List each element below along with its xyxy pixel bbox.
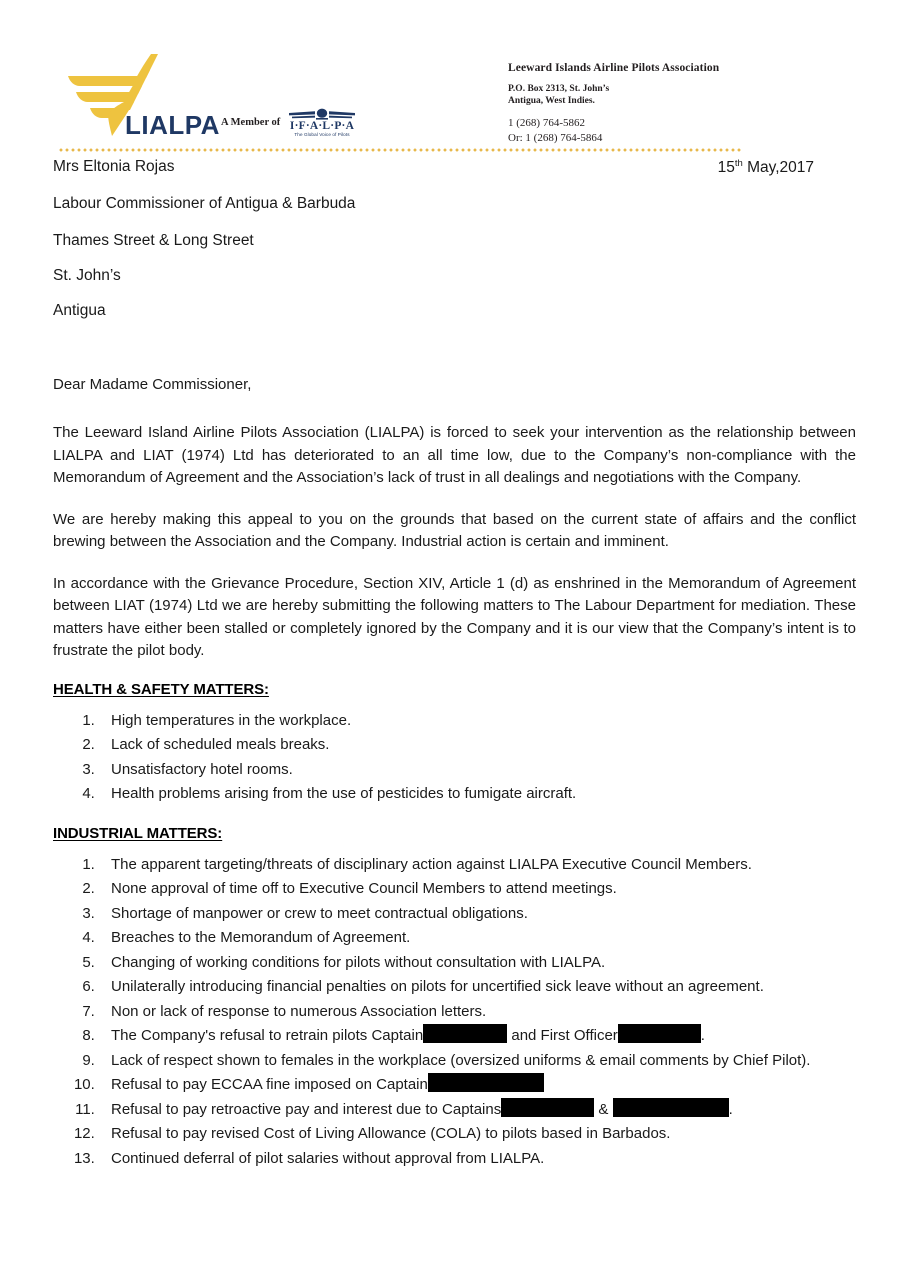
date-month-year: May,2017 <box>742 159 814 177</box>
list-item: 4. Breaches to the Memorandum of Agreement. <box>99 926 856 951</box>
letterhead <box>0 0 921 150</box>
list-item: 9. Lack of respect shown to females in the workplace (oversized uniforms & email comments by Chief Pilot). <box>99 1049 856 1074</box>
item-11-text-before: Refusal to pay retroactive pay and interest due to Captains <box>111 1100 502 1118</box>
redaction-bar-captain-name-two <box>613 1098 729 1117</box>
phone-secondary: Or: 1 (268) 764-5864 <box>508 132 603 144</box>
lialpa-wordmark: LIALPA <box>125 110 220 140</box>
list-item: 1. The apparent targeting/threats of disciplinary action against LIALPA Executive Council Members. <box>99 853 856 878</box>
item-11-text-middle: & <box>594 1100 613 1118</box>
ifalpa-logo <box>288 108 356 138</box>
industrial-matters-heading: INDUSTRIAL MATTERS: <box>53 824 223 842</box>
redaction-bar-captain-name <box>423 1024 507 1043</box>
salutation: Dear Madame Commissioner, <box>53 376 252 393</box>
health-safety-list <box>53 709 856 807</box>
recipient-name: Mrs Eltonia Rojas <box>53 158 175 175</box>
list-item: 2. Lack of scheduled meals breaks. <box>99 733 856 758</box>
list-item-redacted <box>99 1073 856 1098</box>
list-item: 4. Health problems arising from the use of pesticides to fumigate aircraft. <box>99 782 856 807</box>
redaction-bar-first-officer-name <box>618 1024 701 1043</box>
member-of-label: A Member of <box>221 117 281 128</box>
list-item: 3. Shortage of manpower or crew to meet contractual obligations. <box>99 902 856 927</box>
list-item: 13. Continued deferral of pilot salaries without approval from LIALPA. <box>99 1147 856 1172</box>
organization-name: Leeward Islands Airline Pilots Association <box>508 62 720 74</box>
list-item: 2. None approval of time off to Executive Council Members to attend meetings. <box>99 877 856 902</box>
body-paragraph: The Leeward Island Airline Pilots Association (LIALPA) is forced to seek your intervention as the relationship between LIALPA and LIAT (1974) Ltd has deteriorated to an all time low, due to the Company’s non-compliance with the Memorandum of Agreement and the Association’s lack of trust in all dealings and negotiations with the Company. <box>53 424 856 486</box>
body-paragraph: We are hereby making this appeal to you on the grounds that based on the current state of affairs and the conflict brewing between the Association and the Company. Industrial action is certain and imminent. <box>53 510 856 550</box>
date-ordinal-suffix: th <box>734 158 743 169</box>
letter-body <box>53 376 856 1171</box>
list-item: 1. High temperatures in the workplace. <box>99 709 856 734</box>
list-item: 3. Unsatisfactory hotel rooms. <box>99 758 856 783</box>
recipient-title: Labour Commissioner of Antigua & Barbuda <box>53 195 356 212</box>
organization-postal-address <box>508 83 808 107</box>
item-10-text-before: Refusal to pay ECCAA fine imposed on Captain <box>111 1076 428 1093</box>
item-8-text-before: The Company's refusal to retrain pilots Captain <box>111 1027 424 1044</box>
date-day: 15 <box>717 159 735 177</box>
redaction-bar-captain-name-one <box>501 1098 594 1117</box>
organization-phone-numbers <box>508 116 808 146</box>
industrial-matters-list <box>53 853 856 1172</box>
list-item: 6. Unilaterally introducing financial penalties on pilots for uncertified sick leave without an agreement. <box>99 975 856 1000</box>
recipient-country: Antigua <box>53 302 106 319</box>
recipient-city: St. John’s <box>53 267 121 284</box>
item-8-text-after: . <box>700 1027 705 1044</box>
recipient-date-row <box>0 158 921 186</box>
dotted-divider <box>58 148 742 152</box>
list-item-redacted <box>99 1024 856 1049</box>
organization-address-block <box>508 62 808 146</box>
redaction-bar-eccaa-captain-name <box>428 1073 544 1092</box>
address-line-1: P.O. Box 2313, St. John’s <box>508 84 610 94</box>
body-paragraph: In accordance with the Grievance Procedure, Section XIV, Article 1 (d) as enshrined in the Memorandum of Agreement between LIAT (1974) Ltd we are hereby submitting the following matters to The Labour Department for mediation. These matters have either been stalled or completely ignored by the Company and it is our view that the Company’s intent is to frustrate the pilot body. <box>53 574 856 659</box>
item-8-text-middle: and First Officer <box>507 1027 618 1044</box>
address-line-2: Antigua, West Indies. <box>508 96 595 106</box>
ifalpa-wordmark: I·F·A·L·P·A <box>289 120 355 132</box>
item-11-text-after: . <box>728 1100 733 1118</box>
list-item: 7. Non or lack of response to numerous Association letters. <box>99 1000 856 1025</box>
health-safety-heading: HEALTH & SAFETY MATTERS: <box>53 680 269 698</box>
list-item: 12. Refusal to pay revised Cost of Living Allowance (COLA) to pilots based in Barbados. <box>99 1122 856 1147</box>
recipient-street: Thames Street & Long Street <box>53 232 254 249</box>
ifalpa-tagline: The Global Voice of Pilots <box>294 132 350 137</box>
list-item-redacted <box>99 1098 856 1123</box>
letter-date <box>718 158 814 177</box>
phone-primary: 1 (268) 764-5862 <box>508 117 585 129</box>
list-item: 5. Changing of working conditions for pilots without consultation with LIALPA. <box>99 951 856 976</box>
